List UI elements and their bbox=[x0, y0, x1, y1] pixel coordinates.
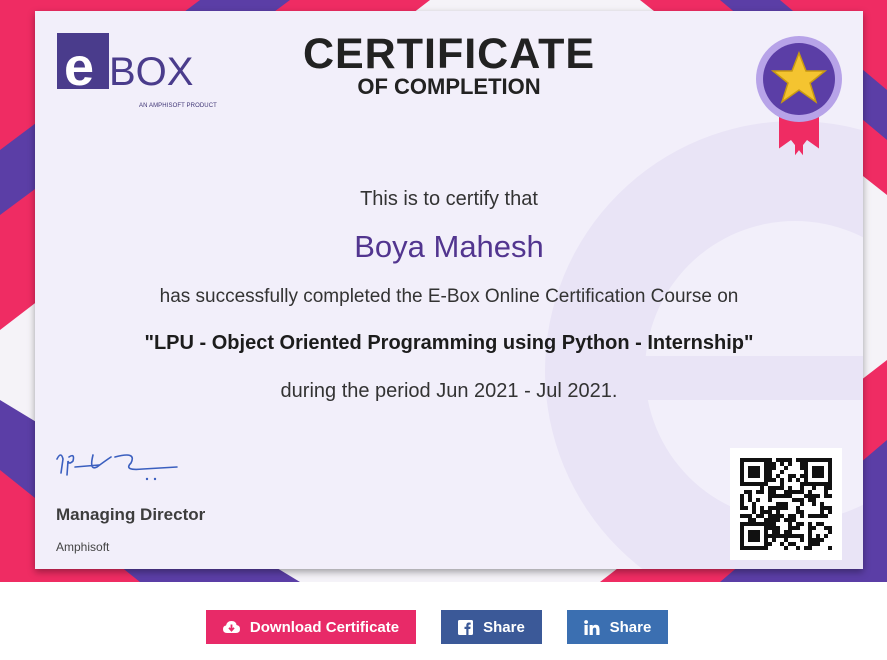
recipient-name: Boya Mahesh bbox=[354, 229, 544, 264]
course-name: "LPU - Object Oriented Programming using Python - Internship" bbox=[144, 332, 754, 354]
course-period: during the period Jun 2021 - Jul 2021. bbox=[280, 380, 618, 402]
facebook-share-label: Share bbox=[483, 618, 525, 636]
signatory-company: Amphisoft bbox=[56, 540, 110, 554]
certificate-title: CERTIFICATE bbox=[302, 30, 596, 78]
certificate-card bbox=[35, 11, 863, 569]
qr-code-icon bbox=[740, 458, 832, 550]
linkedin-share-label: Share bbox=[609, 618, 652, 636]
signature-image bbox=[53, 447, 183, 487]
certificate-subtitle: OF COMPLETION bbox=[357, 74, 541, 99]
logo-tagline: AN AMPHISOFT PRODUCT bbox=[139, 103, 217, 109]
linkedin-icon bbox=[584, 620, 600, 635]
facebook-icon bbox=[458, 620, 473, 635]
facebook-share-button[interactable] bbox=[441, 610, 542, 644]
completion-text: has successfully completed the E-Box Online Certification Course on bbox=[159, 286, 739, 307]
action-bar bbox=[0, 610, 887, 644]
download-certificate-button[interactable] bbox=[206, 610, 416, 644]
logo-text: BOX bbox=[109, 50, 194, 93]
signatory-title: Managing Director bbox=[56, 505, 206, 524]
linkedin-share-button[interactable] bbox=[567, 610, 668, 644]
certify-text: This is to certify that bbox=[360, 188, 538, 210]
star-badge-icon bbox=[751, 31, 847, 171]
logo-letter: e bbox=[63, 37, 95, 93]
download-certificate-label: Download Certificate bbox=[249, 618, 400, 636]
qr-code bbox=[730, 448, 842, 560]
cloud-download-icon bbox=[223, 621, 240, 634]
